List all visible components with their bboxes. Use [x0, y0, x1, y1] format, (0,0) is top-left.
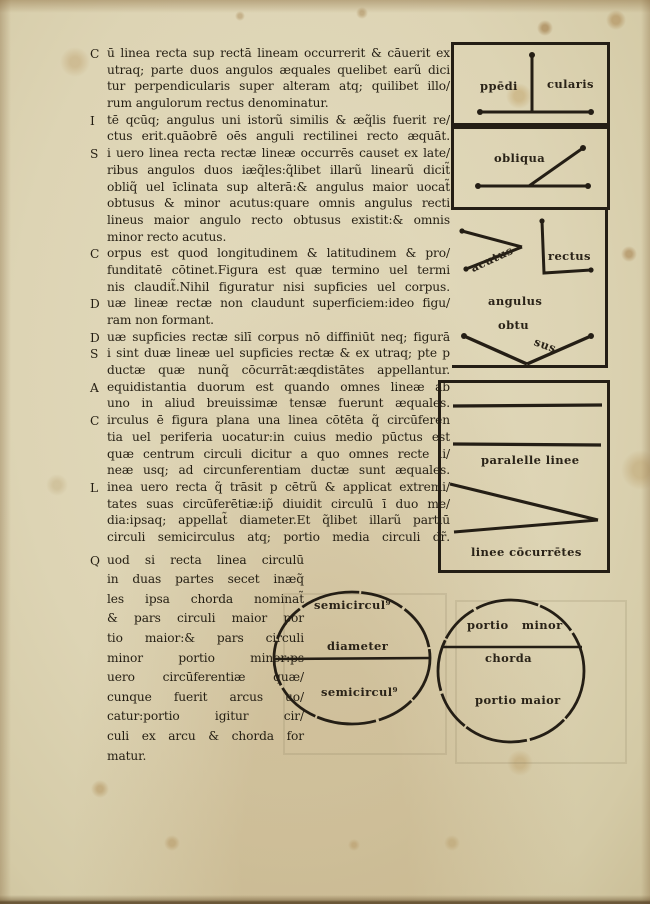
- text-line: matur.: [107, 748, 147, 763]
- text-line: culi ex arcu & chorda for: [107, 728, 304, 743]
- obtuse-angle-label-part2: sus: [532, 334, 559, 356]
- text-line: ram non formant.: [107, 313, 214, 327]
- text-line: ductæ quæ nunq̃ cōcurrāt:æqdistātes appellantur.: [107, 363, 450, 378]
- diameter-label: diameter: [327, 639, 389, 653]
- text-line: cunque fuerit arcus uo/: [107, 689, 304, 704]
- figure-parallel-concurrent: [438, 380, 610, 573]
- text-line: ribus angulos duos iæq̃les:q̃libet illarũ linearũ dicit̃: [107, 162, 450, 177]
- text-line: circuli semicirculus atq; portio media circuli dr̃.: [107, 529, 450, 544]
- text-line: uero circūferentiæ quæ/: [107, 670, 304, 685]
- page-edge-bottom: [0, 895, 650, 904]
- paragraph: [90, 45, 450, 112]
- paragraph: [90, 379, 450, 412]
- text-line: uod si recta linea circulū: [107, 552, 304, 567]
- portio-minor-label: portio minor: [467, 618, 563, 632]
- paragraph-initial: D: [90, 297, 100, 312]
- paragraph: [90, 412, 450, 479]
- paragraph: [90, 345, 450, 378]
- paragraph: [90, 145, 450, 245]
- paragraph: [90, 245, 450, 295]
- text-line: obliq̃ uel īclinata sup alterā:& angulus maior uocat̃: [107, 179, 450, 194]
- text-line: tē qcūq; angulus uni istorũ similis & æq̃lis fuerit re/: [107, 112, 450, 127]
- text-line: nis claudit̃.Nihil figuratur nisi supficies uel corpus.: [107, 279, 450, 294]
- text-line: tia uel periferia uocatur:in cuius medio pūctus est: [107, 429, 450, 444]
- angles-diagram-svg: [452, 210, 605, 365]
- text-line: irculus ē figura plana una linea cōtēta q̃ circūferen: [107, 413, 450, 428]
- text-line: utraq; parte duos angulos æquales quelibet earũ dici: [107, 62, 450, 77]
- paragraph-initial: A: [90, 380, 99, 395]
- text-line: uæ supficies rectæ silī corpus nō diffiniūt neq; figurā: [107, 329, 450, 344]
- text-line: quæ centrum circuli dicitur a quo omnes recte li/: [107, 446, 450, 461]
- page-edge-top: [0, 0, 650, 13]
- text-line: & pars circuli maior por: [107, 611, 304, 626]
- text-line: obtusus & minor acutus:quare omnis angulus recti: [107, 196, 450, 211]
- paragraph-initial: C: [90, 47, 100, 61]
- text-line: minor recto acutus.: [107, 229, 227, 244]
- parallel-diagram-svg: [441, 383, 607, 570]
- paragraph: [90, 295, 450, 328]
- text-line: i uero linea recta rectæ lineæ occurrēs causet ex late/: [107, 146, 450, 161]
- page-edge-right: [641, 0, 650, 904]
- paragraph-initial: L: [90, 480, 98, 495]
- text-line: uno in aliud breuissimæ tensæ fuerunt æquales.: [107, 396, 450, 411]
- text-line: orpus est quod longitudinem & latitudinem & pro/: [107, 246, 450, 261]
- semicircle-top-label: semicircul⁹: [314, 598, 391, 612]
- paragraph-initial: S: [90, 347, 99, 362]
- oblique-diagram-svg: [454, 129, 607, 207]
- semicircle-bottom-label: semicircul⁹: [321, 685, 398, 699]
- text-line: minor portio minor:ps: [107, 650, 304, 665]
- angle-center-label: angulus: [488, 294, 543, 308]
- parallel-lines-label: paralelle linee: [481, 453, 580, 467]
- paragraph-initial: Q: [90, 553, 100, 568]
- text-line: neæ usq; ad circunferentiam ductæ sunt æquales.: [107, 463, 450, 478]
- paragraph-initial: C: [90, 247, 100, 262]
- text-line: les ipsa chorda nominat̃: [107, 591, 304, 606]
- perpendicular-label-left: ppēdi: [480, 79, 518, 93]
- concurrent-lines-label: linee cōcurrētes: [471, 545, 582, 559]
- text-line: rum angulorum rectus denominatur.: [107, 96, 329, 111]
- paragraph-initial: I: [90, 113, 95, 128]
- figure-perpendicular: [451, 42, 610, 126]
- text-line: catur:portio igitur cir/: [107, 709, 304, 724]
- chorda-label: chorda: [485, 651, 532, 665]
- text-line: in duas partes secet inæq̃: [107, 572, 304, 587]
- paragraph-initial: S: [90, 147, 99, 162]
- paragraph: [90, 112, 450, 145]
- text-line: dia:ipsaq; appellat̃ diameter.Et q̃libet illarũ partiū: [107, 513, 450, 528]
- oblique-label: obliqua: [494, 151, 546, 165]
- figure-oblique: [451, 126, 610, 210]
- page-edge-left: [0, 0, 11, 904]
- portio-maior-label: portio maior: [475, 693, 561, 707]
- text-line: inea uero recta q̃ trāsit p cētrũ & applicat extremi/: [107, 479, 450, 494]
- text-line: ū linea recta sup rectā lineam occurrerit & cāuerit ex: [107, 46, 450, 60]
- figure-angles: [452, 210, 608, 368]
- text-line: funditatē cōtinet.Figura est quæ termino uel termi: [107, 262, 450, 277]
- text-line: tio maior:& pars circuli: [107, 631, 304, 645]
- text-line: tur perpendicularis super alteram atq; quilibet illo/: [107, 79, 450, 94]
- paragraph: [90, 479, 450, 546]
- text-line: equidistantia duorum est quando omnes lineæ ab: [107, 379, 450, 394]
- paragraph-initial: C: [90, 414, 100, 429]
- perpendicular-label-right: cularis: [547, 77, 594, 91]
- acute-angle-label: acutus: [468, 243, 516, 275]
- text-line: ctus erit.quāobrē oēs anguli rectilinei recto æquāt.: [107, 129, 450, 144]
- paragraph-initial: D: [90, 330, 100, 345]
- text-line: tates suas circūferētiæ:ip̃ diuidit circulū ī duo me/: [107, 496, 450, 511]
- obtuse-angle-label-part1: obtu: [498, 318, 529, 332]
- right-angle-label: rectus: [548, 249, 591, 263]
- paragraph: [90, 329, 450, 346]
- text-line: i sint duæ lineæ uel supficies rectæ & ex utraq; pte p: [107, 346, 450, 361]
- text-line: lineus maior angulo recto obtusus existit:& omnis: [107, 212, 450, 227]
- text-line: uæ lineæ rectæ non claudunt superficiem:ideo figu/: [107, 296, 450, 311]
